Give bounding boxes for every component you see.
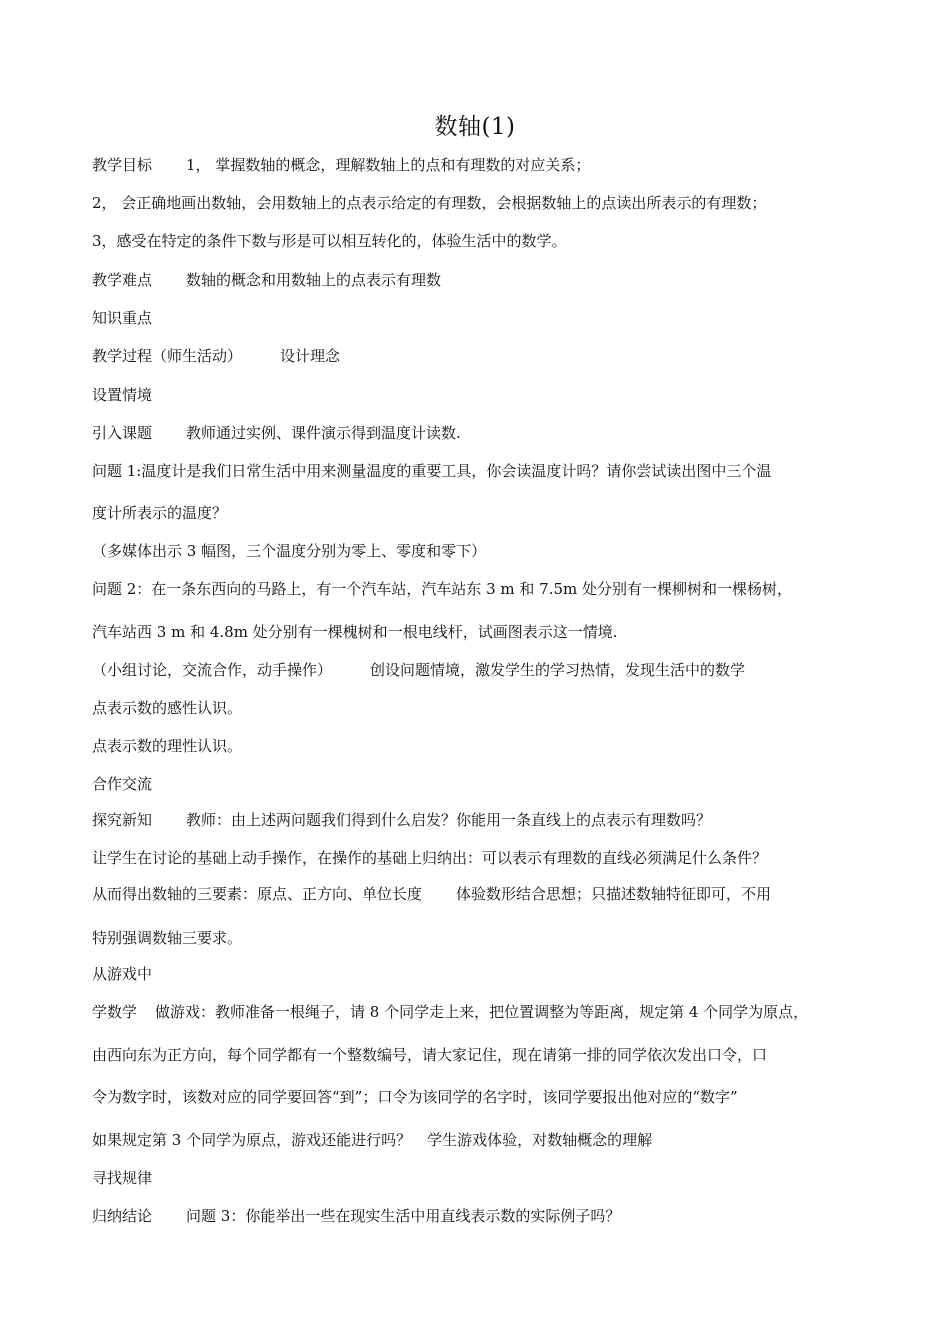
text-line (92, 1130, 652, 1150)
line-lead: 归纳结论 (92, 1207, 153, 1225)
text-line: （多媒体出示 3 幅图，三个温度分别为零上、零度和零下） (92, 542, 487, 560)
text-line: 知识重点 (92, 309, 153, 327)
line-lead: 如果规定第 3 个同学为原点，游戏还能进行吗？ (92, 1131, 412, 1149)
text-line: 汽车站西 3 m 和 4.8m 处分别有一棵槐树和一根电线杆，试画图表示这一情境. (92, 623, 618, 641)
line-lead: （小组讨论，交流合作，动手操作） (92, 661, 333, 679)
text-line: 点表示数的理性认识。 (92, 737, 243, 755)
text-line: 度计所表示的温度？ (92, 504, 228, 522)
text-line: 3，感受在特定的条件下数与形是可以相互转化的，体验生活中的数学。 (92, 232, 567, 250)
text-line (92, 346, 340, 366)
text-line: 问题 2：在一条东西向的马路上，有一个汽车站，汽车站东 3 m 和 7.5m 处分别有一棵柳树和一棵杨树， (92, 580, 793, 598)
text-line: 问题 1:温度计是我们日常生活中用来测量温度的重要工具，你会读温度计吗？请你尝试读出图中三个温 (92, 462, 772, 480)
text-line (92, 270, 441, 290)
line-content: 1， 掌握数轴的概念，理解数轴上的点和有理数的对应关系； (186, 156, 591, 174)
line-lead: 教学目标 (92, 156, 153, 174)
text-line (92, 1206, 620, 1226)
text-line (92, 155, 590, 175)
line-lead: 教学难点 (92, 271, 153, 289)
text-line: 2， 会正确地画出数轴，会用数轴上的点表示给定的有理数，会根据数轴上的点读出所表示的有理数； (92, 194, 767, 212)
line-content: 做游戏：教师准备一根绳子，请 8 个同学走上来，把位置调整为等距离，规定第 4 个同学为原点， (155, 1003, 809, 1021)
text-line: 特别强调数轴三要求。 (92, 929, 243, 947)
text-line: 设置情境 (92, 386, 153, 404)
text-line (92, 810, 711, 830)
document-title: 数轴(1) (434, 114, 516, 140)
text-line: 让学生在讨论的基础上动手操作，在操作的基础上归纳出：可以表示有理数的直线必须满足什么条件？ (92, 849, 768, 867)
text-line: 合作交流 (92, 775, 153, 793)
text-line (92, 884, 771, 904)
line-lead: 教学过程（师生活动） (92, 347, 243, 365)
line-lead: 学数学 (92, 1003, 138, 1021)
text-line: 令为数字时，该数对应的同学要回答“到”；口令为该同学的名字时，该同学要报出他对应的“数字” (92, 1088, 738, 1106)
line-lead: 引入课题 (92, 424, 153, 442)
line-content: 体验数形结合思想；只描述数轴特征即可，不用 (456, 885, 772, 903)
text-line (92, 423, 461, 443)
line-content: 问题 3：你能举出一些在现实生活中用直线表示数的实际例子吗？ (186, 1207, 621, 1225)
line-lead: 探究新知 (92, 811, 153, 829)
line-lead: 从而得出数轴的三要素：原点、正方向、单位长度 (92, 885, 423, 903)
text-line (92, 660, 745, 680)
line-content: 数轴的概念和用数轴上的点表示有理数 (186, 271, 442, 289)
text-line: 从游戏中 (92, 965, 153, 983)
line-content: 学生游戏体验，对数轴概念的理解 (427, 1131, 653, 1149)
text-line: 点表示数的感性认识。 (92, 699, 243, 717)
text-line: 寻找规律 (92, 1169, 153, 1187)
line-content: 教师：由上述两问题我们得到什么启发？你能用一条直线上的点表示有理数吗？ (186, 811, 712, 829)
line-content: 创设问题情境，激发学生的学习热情，发现生活中的数学 (370, 661, 746, 679)
text-line: 由西向东为正方向，每个同学都有一个整数编号，请大家记住，现在请第一排的同学依次发出口令，口 (92, 1046, 768, 1064)
line-content: 设计理念 (280, 347, 341, 365)
line-content: 教师通过实例、课件演示得到温度计读数. (186, 424, 461, 442)
text-line (92, 1002, 808, 1022)
